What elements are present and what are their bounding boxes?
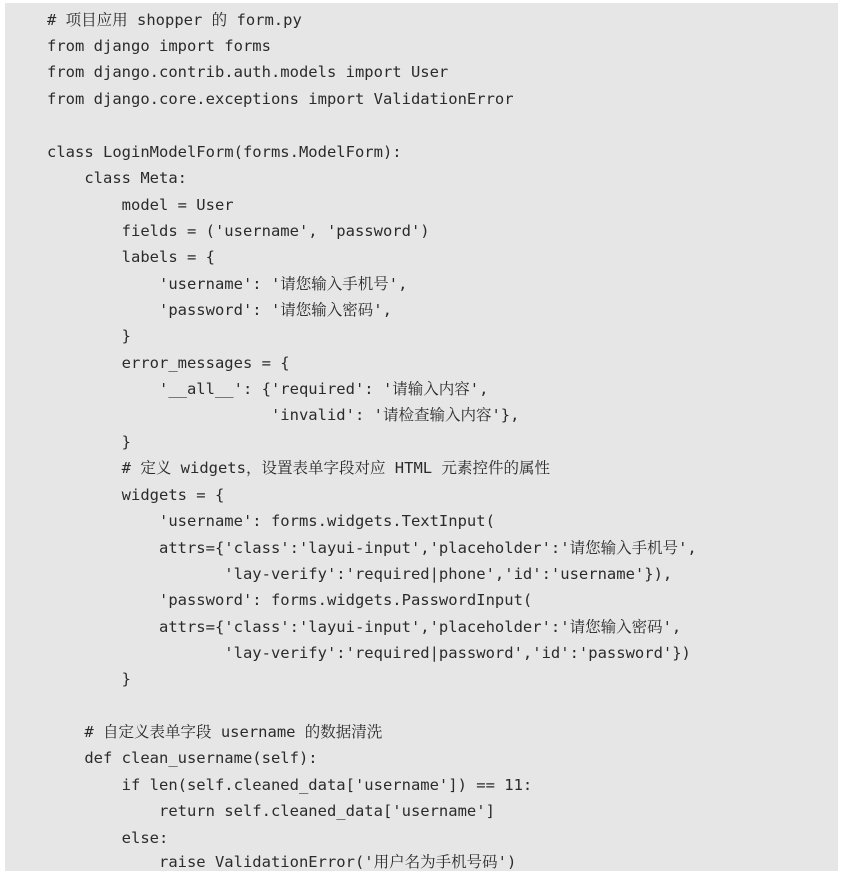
code-line-3: from django.contrib.auth.models import User bbox=[47, 63, 449, 81]
code-line-11: 'username': '请您输入手机号', bbox=[47, 275, 408, 293]
code-line-18: # 定义 widgets，设置表单字段对应 HTML 元素控件的属性 bbox=[47, 459, 550, 477]
code-line-21: attrs={'class':'layui-input','placeholder':'请您输入手机号', bbox=[47, 539, 697, 557]
code-line-28: # 自定义表单字段 username 的数据清洗 bbox=[47, 723, 383, 741]
code-line-29: def clean_username(self): bbox=[47, 749, 318, 767]
code-line-15: '__all__': {'required': '请输入内容', bbox=[47, 380, 489, 398]
code-line-25: 'lay-verify':'required|password','id':'password'}) bbox=[47, 644, 691, 662]
code-line-23: 'password': forms.widgets.PasswordInput( bbox=[47, 591, 533, 609]
code-line-22: 'lay-verify':'required|phone','id':'username'}), bbox=[47, 565, 673, 583]
code-line-17: } bbox=[47, 433, 131, 451]
code-line-20: 'username': forms.widgets.TextInput( bbox=[47, 512, 495, 530]
code-line-14: error_messages = { bbox=[47, 354, 290, 372]
code-line-33: raise ValidationError('用户名为手机号码') bbox=[47, 853, 517, 871]
code-line-4: from django.core.exceptions import ValidationError bbox=[47, 90, 514, 108]
code-line-16: 'invalid': '请检查输入内容'}, bbox=[47, 406, 520, 424]
code-line-8: model = User bbox=[47, 196, 234, 214]
code-line-1: # 项目应用 shopper 的 form.py bbox=[47, 11, 302, 29]
code-line-2: from django import forms bbox=[47, 37, 271, 55]
code-line-30: if len(self.cleaned_data['username']) == 11: bbox=[47, 776, 533, 794]
code-line-9: fields = ('username', 'password') bbox=[47, 222, 430, 240]
code-line-7: class Meta: bbox=[47, 169, 187, 187]
code-block bbox=[5, 3, 838, 871]
code-line-24: attrs={'class':'layui-input','placeholder':'请您输入密码', bbox=[47, 618, 682, 636]
code-line-32: else: bbox=[47, 829, 169, 847]
code-line-10: labels = { bbox=[47, 248, 215, 266]
code-line-6: class LoginModelForm(forms.ModelForm): bbox=[47, 143, 402, 161]
code-line-26: } bbox=[47, 670, 131, 688]
code-line-13: } bbox=[47, 327, 131, 345]
code-line-31: return self.cleaned_data['username'] bbox=[47, 802, 495, 820]
code-line-19: widgets = { bbox=[47, 486, 225, 504]
code-line-12: 'password': '请您输入密码', bbox=[47, 301, 392, 319]
